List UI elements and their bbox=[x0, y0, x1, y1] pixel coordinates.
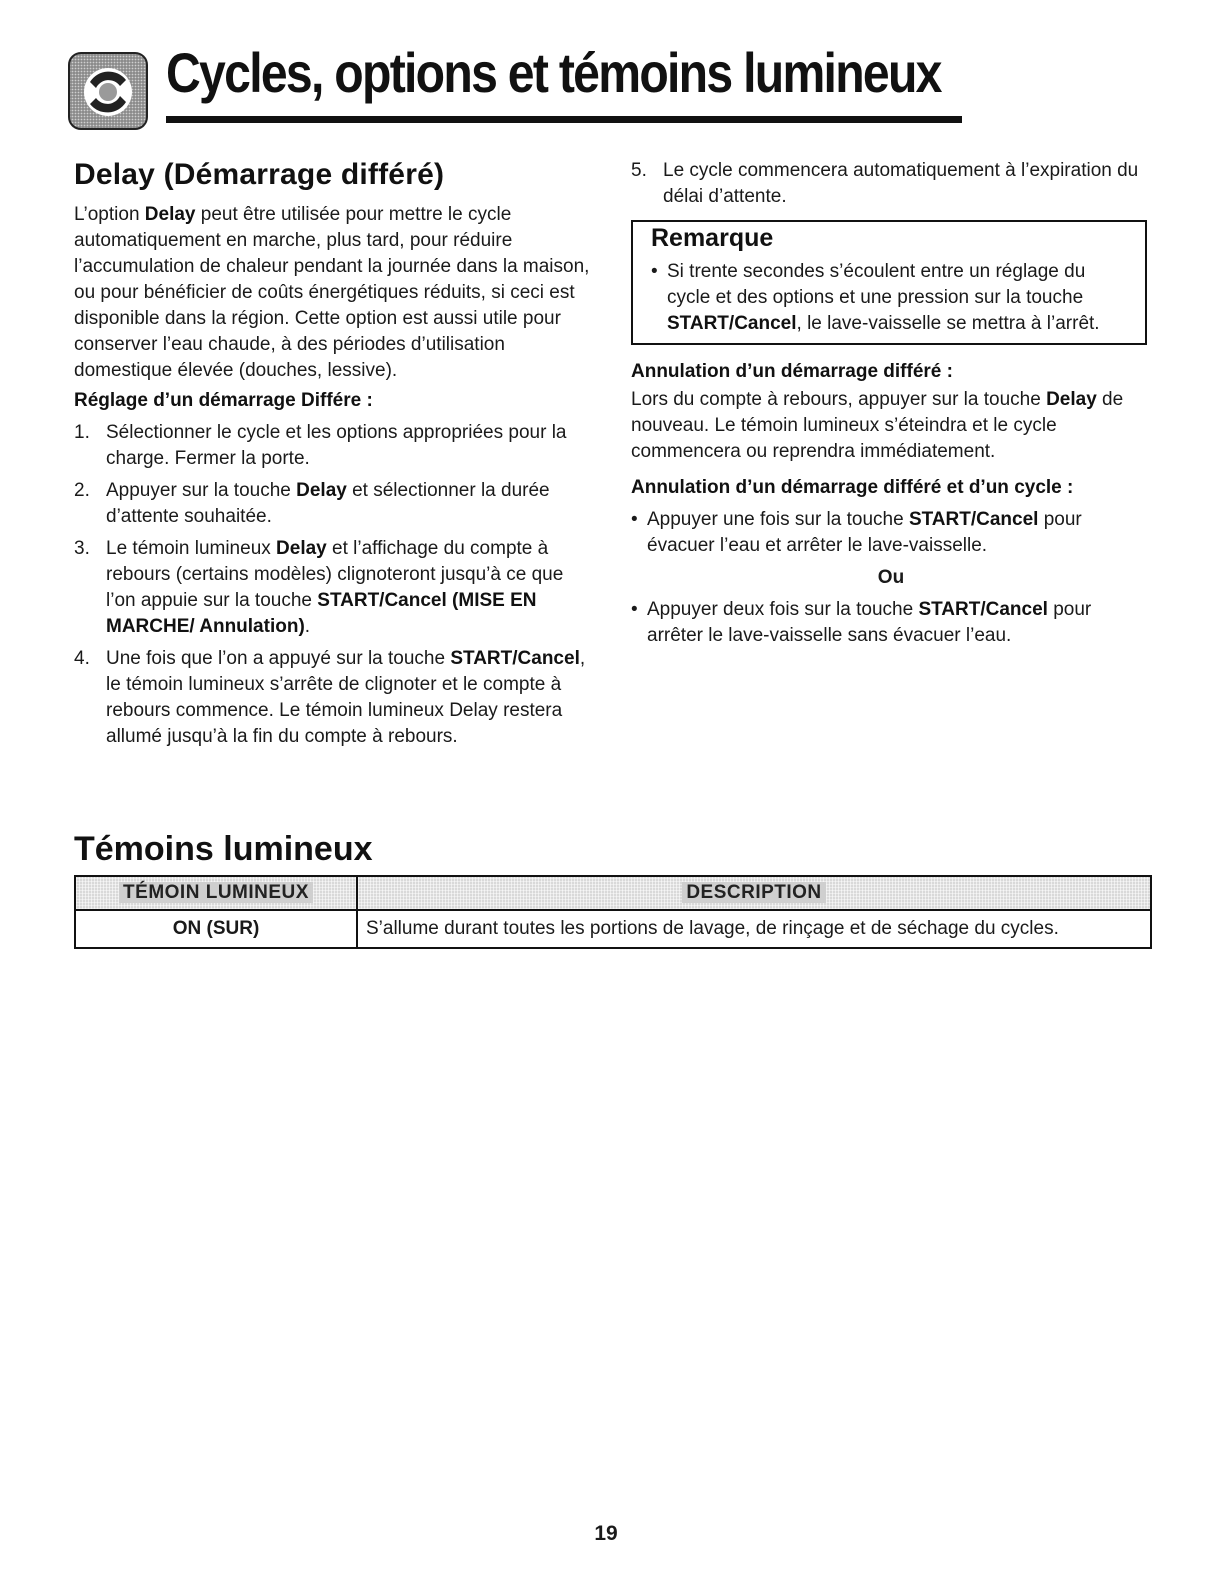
step-2: 2. Appuyer sur la touche Delay et sélectionner la durée d’attente souhaitée. bbox=[74, 480, 550, 527]
cancel-once-bullet: • Appuyer une fois sur la touche START/Cancel pour évacuer l’eau et arrêter le lave-vaisselle. bbox=[631, 509, 1082, 556]
step-3: 3. Le témoin lumineux Delay et l’affichage du compte à rebours (certains modèles) clignoteront jusqu’à ce que l’on appuie sur la touche START/Cancel (MISE EN MARCHE/ Annulation). bbox=[74, 538, 564, 637]
delay-section bbox=[74, 158, 594, 756]
or-separator: Ou bbox=[877, 567, 905, 588]
table-row bbox=[75, 910, 1151, 948]
delay-steps-continued bbox=[631, 158, 1151, 210]
lights-title: Témoins lumineux bbox=[74, 830, 373, 868]
cancel-delay-cycle-title: Annulation d’un démarrage différé et d’un cycle : bbox=[631, 477, 1074, 498]
delay-steps bbox=[74, 420, 594, 750]
title-underline bbox=[166, 116, 962, 123]
page-title: Cycles, options et témoins lumineux bbox=[166, 41, 941, 104]
delay-title: Delay (Démarrage différé) bbox=[74, 158, 445, 191]
light-description: S’allume durant toutes les portions de lavage, de rinçage et de séchage du cycles. bbox=[357, 910, 1151, 948]
delay-setting-title: Réglage d’un démarrage Différe : bbox=[74, 390, 373, 411]
light-name: ON (SUR) bbox=[75, 910, 357, 948]
right-column bbox=[631, 158, 1151, 649]
note-box bbox=[631, 220, 1147, 345]
cancel-delay-title: Annulation d’un démarrage différé : bbox=[631, 361, 953, 382]
note-title: Remarque bbox=[651, 224, 774, 252]
lights-table bbox=[74, 875, 1152, 949]
delay-intro: L’option Delay peut être utilisée pour mettre le cycle automatiquement en marche, plus tard, pour réduire l’accumulation de chaleur pendant la journée dans la maison, ou pour bénéficier de coûts énergétiques réduits, si ceci est disponible dans la région. Cette option est aussi utile pour conserver l’eau chaude, à des périodes d’utilisation domestique élevée (douches, lessive). bbox=[74, 204, 590, 381]
cycle-swirl-icon bbox=[68, 52, 148, 130]
cancel-delay-text: Lors du compte à rebours, appuyer sur la touche Delay de nouveau. Le témoin lumineux s’éteindra et le cycle commencera ou reprendra immédiatement. bbox=[631, 389, 1124, 462]
step-4: 4. Une fois que l’on a appuyé sur la touche START/Cancel, le témoin lumineux s’arrête de clignoter et le compte à rebours commence. Le témoin lumineux Delay restera allumé jusqu’à la fin du compte à rebours. bbox=[74, 648, 586, 747]
cancel-twice-bullet: • Appuyer deux fois sur la touche START/Cancel pour arrêter le lave-vaisselle sans évacuer l’eau. bbox=[631, 599, 1092, 646]
table-header-row bbox=[75, 876, 1151, 910]
step-1: 1. Sélectionner le cycle et les options appropriées pour la charge. Fermer la porte. bbox=[74, 422, 567, 469]
header-description: DESCRIPTION bbox=[357, 876, 1151, 910]
page-number: 19 bbox=[594, 1522, 618, 1545]
step-5: 5. Le cycle commencera automatiquement à l’expiration du délai d’attente. bbox=[631, 160, 1139, 207]
note-bullet: • Si trente secondes s’écoulent entre un réglage du cycle et des options et une pression sur la touche START/Cancel, le lave-vaisselle se mettra à l’arrêt. bbox=[651, 261, 1100, 334]
header-light: TÉMOIN LUMINEUX bbox=[75, 876, 357, 910]
